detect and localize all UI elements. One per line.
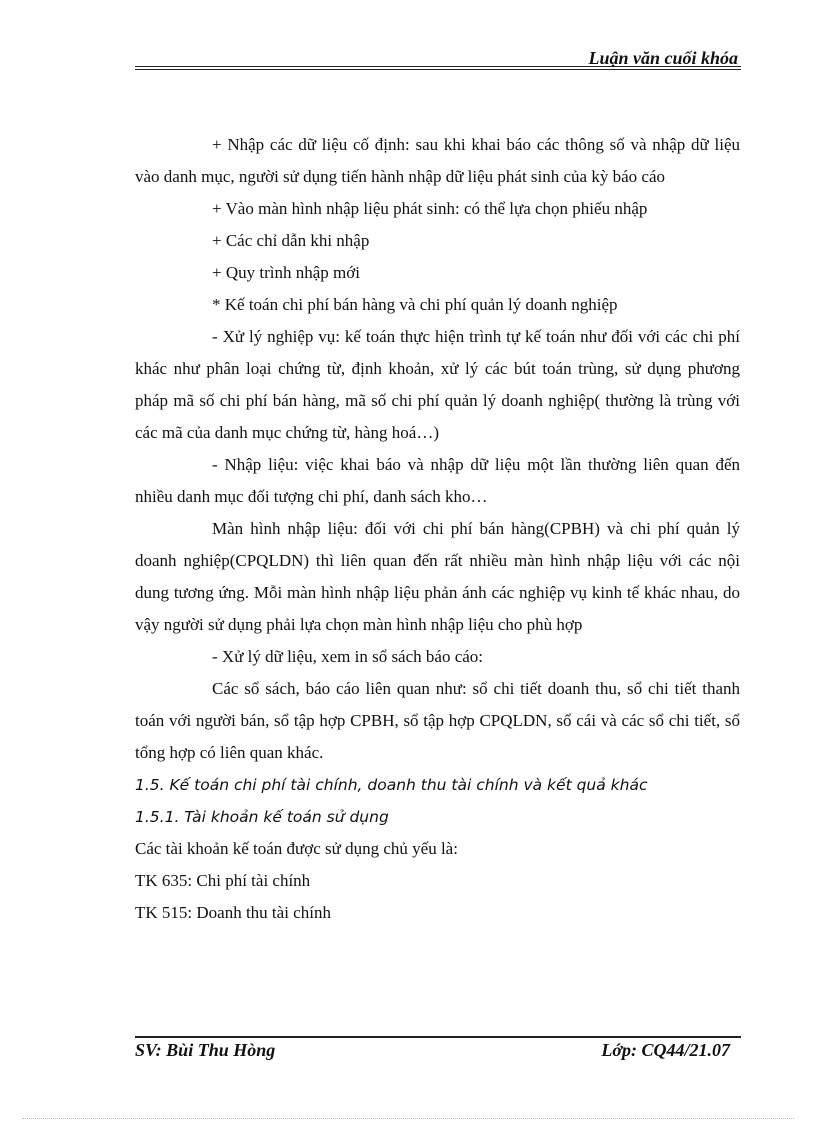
paragraph-ke-toan-cpbh: * Kế toán chi phí bán hàng và chi phí quản lý doanh nghiệp bbox=[212, 295, 618, 314]
header-title: Luận văn cuối khóa bbox=[588, 48, 738, 68]
paragraph-quy-trinh: + Quy trình nhập mới bbox=[212, 263, 360, 282]
paragraph-xu-ly-du-lieu: - Xử lý dữ liệu, xem in sổ sách báo cáo: bbox=[212, 647, 484, 666]
paragraph-nhap-du-lieu-co-dinh: + Nhập các dữ liệu cố định: sau khi khai báo các thông số và nhập dữ liệu vào danh mục, người sử dụng tiến hành nhập dữ liệu phát sinh của kỳ báo cáo bbox=[135, 135, 740, 186]
paragraph-so-sach: Các sổ sách, báo cáo liên quan như: sổ chi tiết doanh thu, sổ chi tiết thanh toán với người bán, sổ tập hợp CPBH, sổ tập hợp CPQLDN, sổ cái và các sổ chi tiết, sổ tổng hợp có liên quan khác. bbox=[135, 679, 740, 762]
header-rule bbox=[135, 66, 741, 70]
footer-class: Lớp: CQ44/21.07 bbox=[601, 1040, 730, 1060]
page-bottom-edge bbox=[22, 1118, 794, 1119]
section-heading-1-5-1: 1.5.1. Tài khoản kế toán sử dụng bbox=[135, 808, 389, 826]
paragraph-man-hinh-nhap-lieu: Màn hình nhập liệu: đối với chi phí bán hàng(CPBH) và chi phí quản lý doanh nghiệp(CPQLDN) thì liên quan đến rất nhiều màn hình nhập liệu với các nội dung tương ứng. Mỗi màn hình nhập liệu phản ánh các nghiệp vụ kinh tế khác nhau, do vậy người sử dụng phải lựa chọn màn hình nhập liệu cho phù hợp bbox=[135, 519, 740, 634]
body-text bbox=[135, 129, 740, 929]
footer-rule bbox=[135, 1036, 741, 1038]
paragraph-nhap-lieu: - Nhập liệu: việc khai báo và nhập dữ liệu một lần thường liên quan đến nhiều danh mục đối tượng chi phí, danh sách kho… bbox=[135, 455, 740, 506]
account-tk-635: TK 635: Chi phí tài chính bbox=[135, 871, 311, 890]
section-heading-1-5: 1.5. Kế toán chi phí tài chính, doanh thu tài chính và kết quả khác bbox=[135, 776, 648, 794]
accounts-intro: Các tài khoản kế toán được sử dụng chủ yếu là: bbox=[135, 839, 458, 858]
paragraph-xu-ly-nghiep-vu: - Xử lý nghiệp vụ: kế toán thực hiện trình tự kế toán như đối với các chi phí khác như phân loại chứng từ, định khoản, xử lý các bút toán trùng, sử dụng phương pháp mã số chi phí bán hàng, mã số chi phí quản lý doanh nghiệp( thường là trùng với các mã của danh mục chứng từ, hàng hoá…) bbox=[135, 327, 740, 442]
paragraph-man-hinh-phat-sinh: + Vào màn hình nhập liệu phát sinh: có thể lựa chọn phiếu nhập bbox=[212, 199, 648, 218]
paragraph-chi-dan: + Các chỉ dẫn khi nhập bbox=[212, 231, 370, 250]
footer-student: SV: Bùi Thu Hòng bbox=[135, 1040, 276, 1060]
account-tk-515: TK 515: Doanh thu tài chính bbox=[135, 903, 331, 922]
